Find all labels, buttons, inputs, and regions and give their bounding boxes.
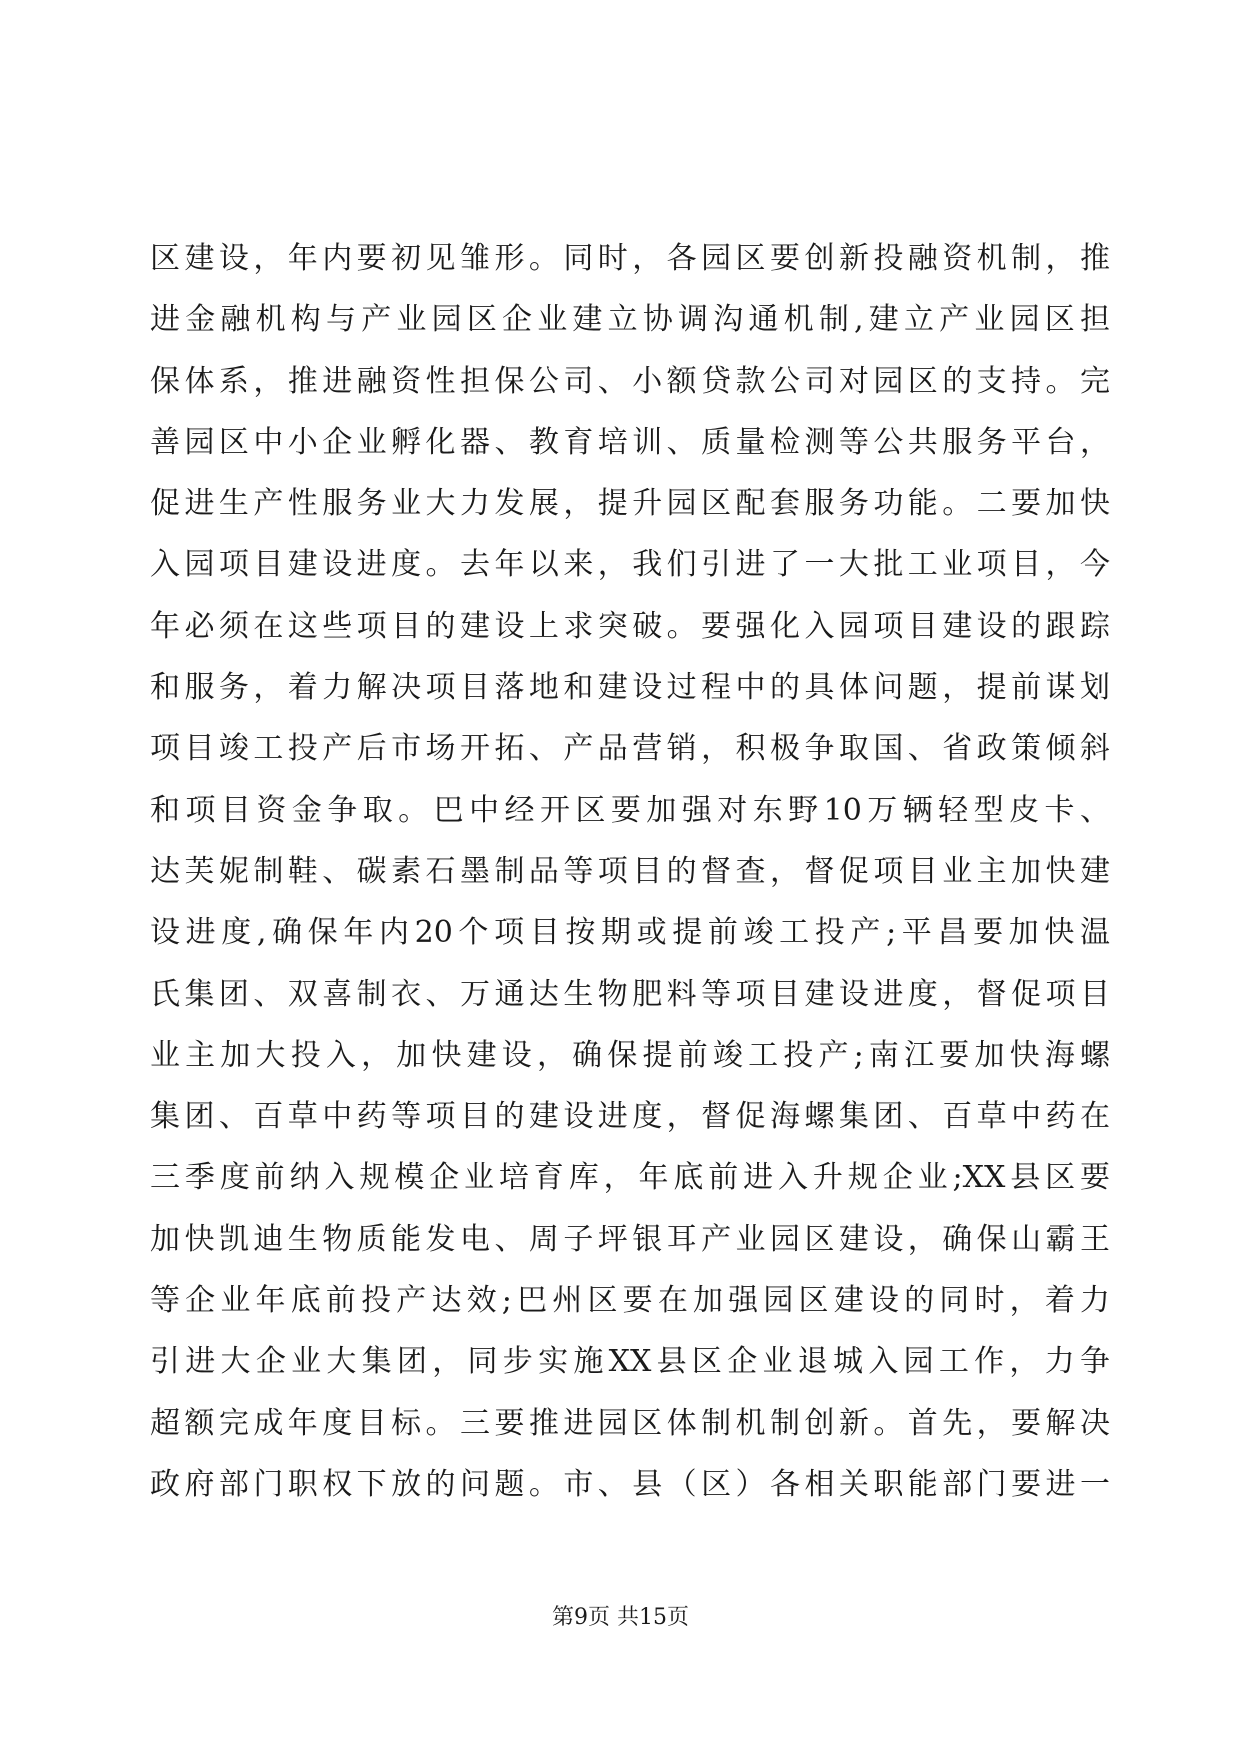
text-line: 和项目资金争取。巴中经开区要加强对东野10万辆轻型皮卡、 xyxy=(150,792,1110,828)
text-line: 促进生产性服务业大力发展，提升园区配套服务功能。二要加快 xyxy=(150,486,1110,522)
text-line: 设进度,确保年内20个项目按期或提前竣工投产;平昌要加快温 xyxy=(150,915,1110,951)
text-line: 政府部门职权下放的问题。市、县（区）各相关职能部门要进一 xyxy=(150,1466,1110,1502)
text-line: 进金融机构与产业园区企业建立协调沟通机制,建立产业园区担 xyxy=(150,302,1110,338)
text-line: 区建设，年内要初见雏形。同时，各园区要创新投融资机制，推 xyxy=(150,241,1110,276)
text-line: 善园区中小企业孵化器、教育培训、质量检测等公共服务平台， xyxy=(150,424,1110,460)
text-line: 达芙妮制鞋、碳素石墨制品等项目的督查，督促项目业主加快建 xyxy=(150,853,1110,889)
text-line: 三季度前纳入规模企业培育库，年底前进入升规企业;XX县区要 xyxy=(150,1160,1110,1196)
text-line: 项目竣工投产后市场开拓、产品营销，积极争取国、省政策倾斜 xyxy=(150,731,1110,767)
text-line: 入园项目建设进度。去年以来，我们引进了一大批工业项目，今 xyxy=(150,547,1110,583)
text-line: 等企业年底前投产达效;巴州区要在加强园区建设的同时，着力 xyxy=(150,1283,1110,1319)
text-line: 氏集团、双喜制衣、万通达生物肥料等项目建设进度，督促项目 xyxy=(150,976,1110,1012)
text-line: 集团、百草中药等项目的建设进度，督促海螺集团、百草中药在 xyxy=(150,1099,1110,1135)
text-line: 超额完成年度目标。三要推进园区体制机制创新。首先，要解决 xyxy=(150,1405,1110,1441)
text-line: 年必须在这些项目的建设上求突破。要强化入园项目建设的跟踪 xyxy=(150,608,1110,644)
text-line: 引进大企业大集团，同步实施XX县区企业退城入园工作，力争 xyxy=(150,1344,1110,1380)
text-line: 保体系，推进融资性担保公司、小额贷款公司对园区的支持。完 xyxy=(150,363,1110,399)
text-line: 业主加大投入，加快建设，确保提前竣工投产;南江要加快海螺 xyxy=(150,1037,1110,1073)
body-text xyxy=(150,228,1110,1515)
text-line: 加快凯迪生物质能发电、周子坪银耳产业园区建设，确保山霸王 xyxy=(150,1221,1110,1257)
page-number-footer: 第9页 共15页 xyxy=(552,1605,689,1630)
text-line: 和服务，着力解决项目落地和建设过程中的具体问题，提前谋划 xyxy=(150,670,1110,706)
